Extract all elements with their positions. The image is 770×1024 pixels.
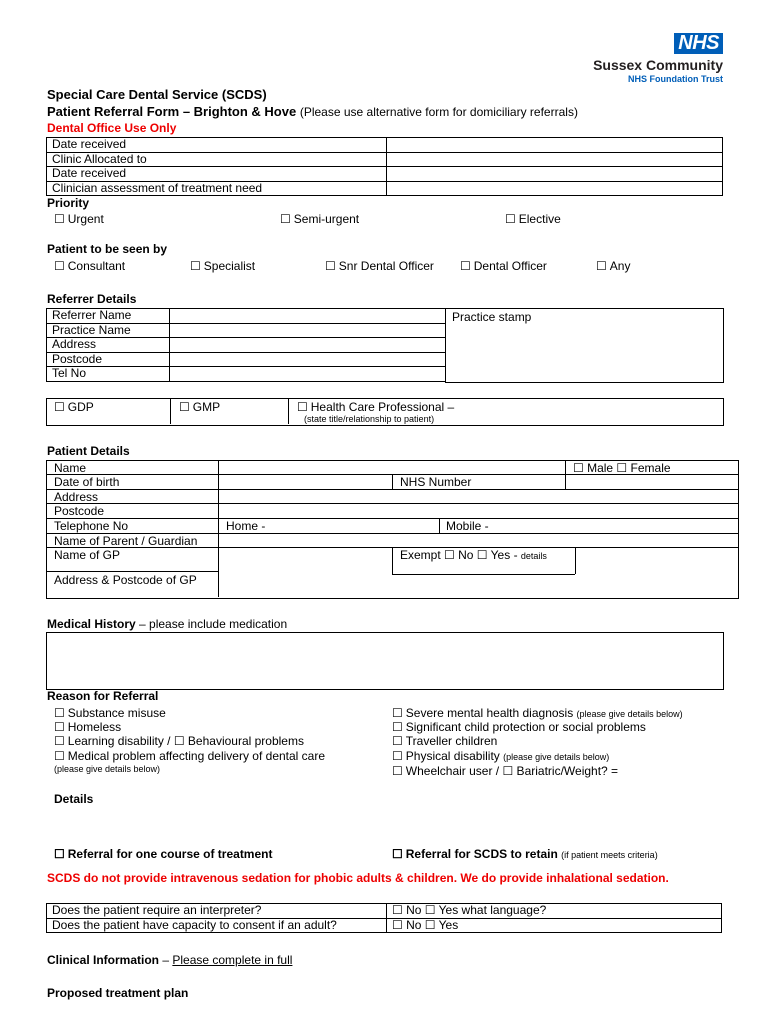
patient-row-label: Name xyxy=(54,461,87,475)
practice-stamp-label: Practice stamp xyxy=(452,310,532,324)
clinical-info-note: Please complete in full xyxy=(172,953,293,967)
referrer-hcp-checkbox[interactable]: ☐ Health Care Professional – xyxy=(297,400,454,414)
referrer-row-label: Postcode xyxy=(47,352,170,367)
reason-wheelchair-checkbox[interactable]: ☐ Wheelchair user / ☐ Bariatric/Weight? = xyxy=(392,764,618,778)
referrer-row-label: Referrer Name xyxy=(47,309,170,324)
referrer-gdp-checkbox[interactable]: ☐ GDP xyxy=(54,400,94,414)
medical-history-heading xyxy=(47,617,287,631)
questions-table xyxy=(46,903,722,933)
reason-physical-disability-checkbox[interactable] xyxy=(392,749,609,763)
home-phone-label: Home - xyxy=(226,519,266,533)
reason-traveller-children-checkbox[interactable]: ☐ Traveller children xyxy=(392,734,497,748)
subtitle-note: (Please use alternative form for domiciliary referrals) xyxy=(299,105,578,119)
reason-substance-misuse-checkbox[interactable]: ☐ Substance misuse xyxy=(54,706,166,720)
seen-by-snr-dental-officer-checkbox[interactable]: ☐ Snr Dental Officer xyxy=(325,259,434,273)
nhs-number-label: NHS Number xyxy=(400,475,472,489)
office-use-table xyxy=(46,137,723,196)
nhs-logo xyxy=(573,33,723,85)
seen-by-any-checkbox[interactable]: ☐ Any xyxy=(596,259,630,273)
patient-row-label: Name of GP xyxy=(54,548,121,562)
form-subtitle xyxy=(47,104,578,119)
clinical-info-heading xyxy=(47,953,292,967)
seen-by-consultant-checkbox[interactable]: ☐ Consultant xyxy=(54,259,125,273)
clinical-info-title: Clinical Information xyxy=(47,953,160,967)
office-use-heading: Dental Office Use Only xyxy=(47,121,177,135)
office-row-label: Clinician assessment of treatment need xyxy=(47,181,387,196)
priority-heading: Priority xyxy=(47,196,90,210)
referral-retain-checkbox[interactable] xyxy=(392,847,658,861)
reason-child-protection-checkbox[interactable]: ☐ Significant child protection or social problems xyxy=(392,720,646,734)
seen-by-specialist-checkbox[interactable]: ☐ Specialist xyxy=(190,259,255,273)
patient-heading: Patient Details xyxy=(47,444,130,458)
subtitle-text: Patient Referral Form – Brighton & Hove xyxy=(47,104,297,119)
referrer-row-label: Tel No xyxy=(47,367,170,382)
mobile-phone-label: Mobile - xyxy=(446,519,489,533)
reason-severe-mental-health-checkbox[interactable] xyxy=(392,706,683,720)
patient-row-label: Address xyxy=(54,490,99,504)
medical-history-field[interactable] xyxy=(46,632,724,690)
sedation-notice: SCDS do not provide intravenous sedation for phobic adults & children. We do provide inhalational sedation. xyxy=(47,871,669,885)
office-row-field[interactable] xyxy=(387,181,723,196)
nhs-logo-mark: NHS xyxy=(674,33,723,54)
office-row-field[interactable] xyxy=(387,167,723,182)
referrer-tel-field[interactable] xyxy=(170,367,446,382)
practice-stamp-box[interactable] xyxy=(445,308,724,383)
reason-learning-disability-checkbox[interactable]: ☐ Learning disability / ☐ Behavioural problems xyxy=(54,734,304,748)
referral-retain-label: ☐ Referral for SCDS to retain xyxy=(392,847,558,861)
question-label: Does the patient require an interpreter? xyxy=(47,904,387,919)
reason-right-note: (please give details below) xyxy=(503,752,610,762)
org-name: Sussex Community xyxy=(593,57,723,73)
exempt-checkboxes[interactable] xyxy=(400,548,547,562)
exempt-details: details xyxy=(520,551,547,561)
reason-physical-disability-label: ☐ Physical disability xyxy=(392,749,500,763)
org-trust: NHS Foundation Trust xyxy=(628,74,723,84)
treatment-plan-heading: Proposed treatment plan xyxy=(47,986,189,1000)
patient-row-label: Name of Parent / Guardian xyxy=(54,534,198,548)
reason-heading: Reason for Referral xyxy=(47,689,159,703)
question-label: Does the patient have capacity to consent if an adult? xyxy=(47,918,387,933)
gender-checkboxes[interactable]: ☐ Male ☐ Female xyxy=(573,461,671,475)
medical-history-note: – please include medication xyxy=(135,617,288,631)
reason-left-note: (please give details below) xyxy=(54,764,161,774)
exempt-text: Exempt ☐ No ☐ Yes - xyxy=(400,548,518,562)
priority-urgent-checkbox[interactable]: ☐ Urgent xyxy=(54,212,104,226)
reason-medical-problem-checkbox[interactable]: ☐ Medical problem affecting delivery of dental care xyxy=(54,749,325,763)
clinical-info-sep: – xyxy=(159,953,173,967)
patient-row-label: Date of birth xyxy=(54,475,120,489)
reason-severe-mental-health-label: ☐ Severe mental health diagnosis xyxy=(392,706,573,720)
patient-row-label: Telephone No xyxy=(54,519,129,533)
office-row-label: Date received xyxy=(47,138,387,153)
referrer-postcode-field[interactable] xyxy=(170,352,446,367)
office-row-field[interactable] xyxy=(387,138,723,153)
office-row-label: Date received xyxy=(47,167,387,182)
priority-elective-checkbox[interactable]: ☐ Elective xyxy=(505,212,561,226)
interpreter-answer[interactable]: ☐ No ☐ Yes what language? xyxy=(387,904,722,919)
referrer-gmp-checkbox[interactable]: ☐ GMP xyxy=(179,400,220,414)
referrer-heading: Referrer Details xyxy=(47,292,137,306)
referrer-row-label: Practice Name xyxy=(47,323,170,338)
form-title: Special Care Dental Service (SCDS) xyxy=(47,87,267,102)
medical-history-title: Medical History xyxy=(47,617,136,631)
referral-one-course-checkbox[interactable]: ☐ Referral for one course of treatment xyxy=(54,847,272,861)
reason-homeless-checkbox[interactable]: ☐ Homeless xyxy=(54,720,121,734)
priority-semi-urgent-checkbox[interactable]: ☐ Semi-urgent xyxy=(280,212,359,226)
details-heading: Details xyxy=(54,792,94,806)
referrer-name-field[interactable] xyxy=(170,309,446,324)
referrer-table xyxy=(46,308,446,382)
office-row-field[interactable] xyxy=(387,152,723,167)
patient-row-label: Postcode xyxy=(54,504,105,518)
patient-row-label: Address & Postcode of GP xyxy=(54,573,197,587)
referrer-row-label: Address xyxy=(47,338,170,353)
seen-by-heading: Patient to be seen by xyxy=(47,242,168,256)
retain-note: (if patient meets criteria) xyxy=(561,850,658,860)
reason-right-note: (please give details below) xyxy=(576,709,683,719)
hcp-note: (state title/relationship to patient) xyxy=(304,414,435,424)
capacity-answer[interactable]: ☐ No ☐ Yes xyxy=(387,918,722,933)
seen-by-dental-officer-checkbox[interactable]: ☐ Dental Officer xyxy=(460,259,547,273)
office-row-label: Clinic Allocated to xyxy=(47,152,387,167)
practice-name-field[interactable] xyxy=(170,323,446,338)
referrer-address-field[interactable] xyxy=(170,338,446,353)
